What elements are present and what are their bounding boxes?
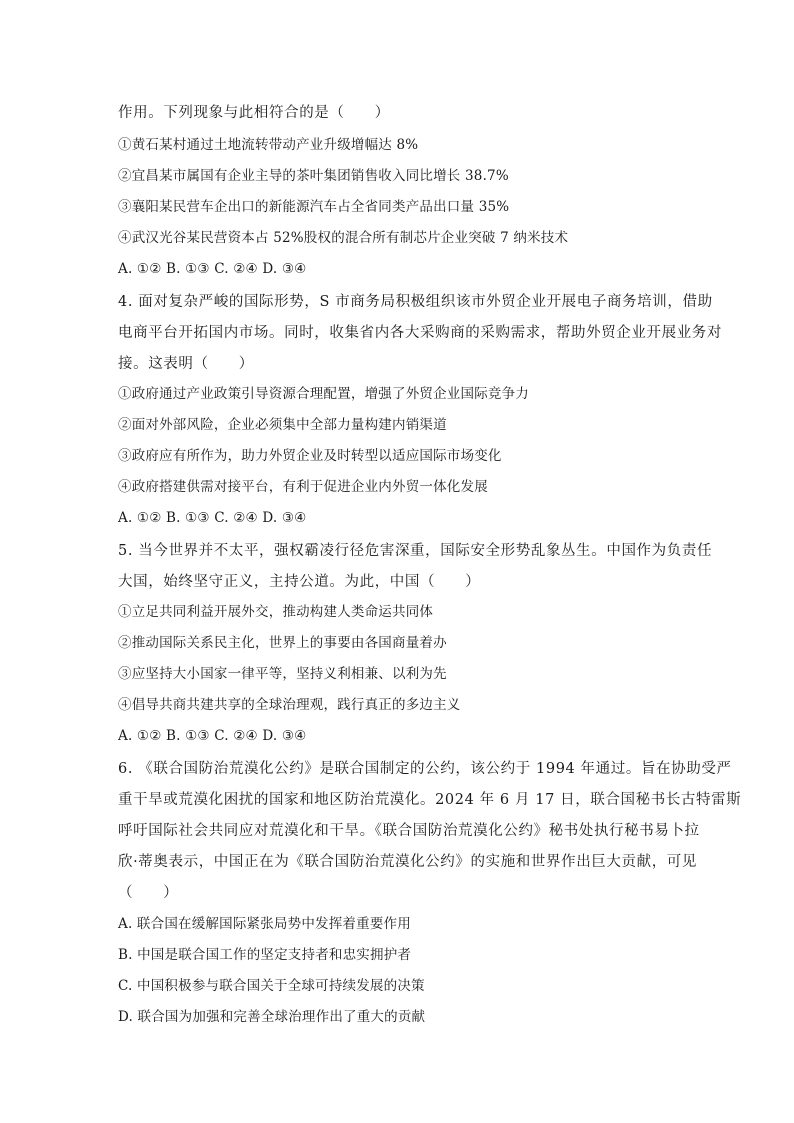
q6-stem-line-4: 欣·蒂奥表示，中国正在为《联合国防治荒漠化公约》的实施和世界作出巨大贡献，可见 — [118, 854, 698, 870]
q3-item-1: ①黄石某村通过土地流转带动产业升级增幅达 8% — [118, 137, 419, 153]
q4-item-3: ③政府应有所作为，助力外贸企业及时转型以适应国际市场变化 — [118, 448, 502, 464]
q6-option-b: B. 中国是联合国工作的坚定支持者和忠实拥护者 — [118, 947, 412, 963]
q4-choices: A. ①② B. ①③ C. ②④ D. ③④ — [118, 510, 307, 526]
q4-stem-line-3: 接。这表明（ ） — [118, 356, 254, 372]
q4-item-4: ④政府搭建供需对接平台，有利于促进企业内外贸一体化发展 — [118, 479, 488, 495]
q6-option-c: C. 中国积极参与联合国关于全球可持续发展的决策 — [118, 978, 425, 994]
q4-item-2: ②面对外部风险，企业必须集中全部力量构建内销渠道 — [118, 417, 447, 433]
q5-stem-line-2: 大国，始终坚守正义，主持公道。为此，中国（ ） — [118, 574, 481, 590]
q5-item-2: ②推动国际关系民主化，世界上的事要由各国商量着办 — [118, 635, 447, 651]
q5-item-3: ③应坚持大小国家一律平等，坚持义利相兼、以利为先 — [118, 666, 447, 682]
q6-stem-line-5: （ ） — [118, 885, 179, 901]
q5-item-4: ④倡导共商共建共享的全球治理观，践行真正的多边主义 — [118, 697, 461, 713]
q6-stem-line-1: 6. 《联合国防治荒漠化公约》是联合国制定的公约，该公约于 1994 年通过。旨在协助受严 — [118, 761, 732, 777]
q4-item-1: ①政府通过产业政策引导资源合理配置，增强了外贸企业国际竞争力 — [118, 386, 529, 402]
q4-stem-line-2: 电商平台开拓国内市场。同时，收集省内各大采购商的采购需求，帮助外贸企业开展业务对 — [118, 325, 722, 341]
q5-item-1: ①立足共同利益开展外交，推动构建人类命运共同体 — [118, 604, 434, 620]
q5-choices: A. ①② B. ①③ C. ②④ D. ③④ — [118, 728, 307, 744]
q3-choices: A. ①② B. ①③ C. ②④ D. ③④ — [118, 261, 307, 277]
q4-stem-line-1: 4. 面对复杂严峻的国际形势，S 市商务局积极组织该市外贸企业开展电子商务培训，借助 — [118, 294, 713, 310]
q3-item-3: ③襄阳某民营车企出口的新能源汽车占全省同类产品出口量 35% — [118, 199, 510, 215]
q3-stem-end: 作用。下列现象与此相符合的是（ ） — [118, 105, 390, 121]
q3-item-2: ②宜昌某市属国有企业主导的茶叶集团销售收入同比增长 38.7% — [118, 168, 509, 184]
q6-stem-line-3: 呼吁国际社会共同应对荒漠化和干旱。《联合国防治荒漠化公约》秘书处执行秘书易卜拉 — [118, 823, 700, 839]
q3-item-4: ④武汉光谷某民营资本占 52%股权的混合所有制芯片企业突破 7 纳米技术 — [118, 230, 569, 246]
q6-option-d: D. 联合国为加强和完善全球治理作出了重大的贡献 — [118, 1009, 426, 1025]
q6-option-a: A. 联合国在缓解国际紧张局势中发挥着重要作用 — [118, 916, 411, 932]
q5-stem-line-1: 5. 当今世界并不太平，强权霸凌行径危害深重，国际安全形势乱象丛生。中国作为负责任 — [118, 543, 713, 559]
q6-stem-line-2: 重干旱或荒漠化困扰的国家和地区防治荒漠化。2024 年 6 月 17 日，联合国秘书长古特雷斯 — [118, 792, 742, 808]
